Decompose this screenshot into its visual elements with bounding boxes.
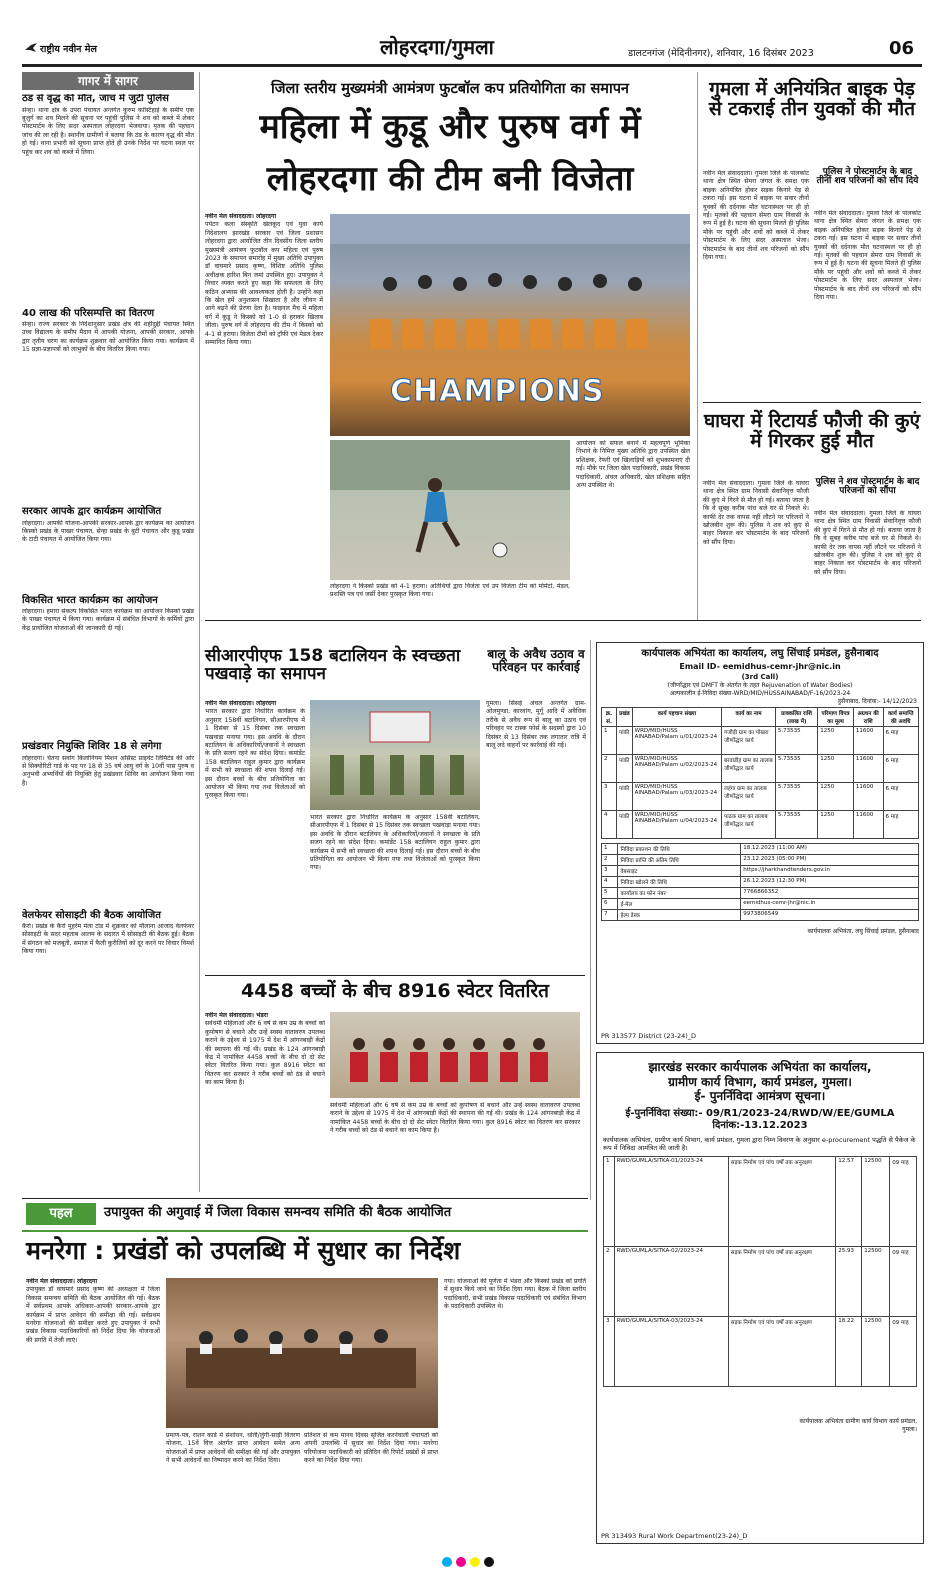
cell: निविदा खोलने की तिथि: [618, 876, 741, 887]
bottom-col-4: [444, 1278, 586, 1532]
lead-headline-line2: लोहरदगा की टीम बनी विजेता: [266, 159, 634, 199]
cell: 2: [604, 1246, 615, 1316]
column-divider: [590, 640, 591, 1200]
section-divider: [205, 620, 921, 621]
brief-body: लोहरदगा। चेतना सवांग किलोनियम मिशन असिस्ट प्राइवेट लिमिटेड की ओर से सिक्योरिटी गार्ड के पद पर 18 से 35 वर्ष आयु वर्ग के 10वीं पास पुरुष व अनुभवी अभ्यर्थियों की नियुक्ति हेतु प्रखंडवार शिविर का आयोजन किया गया है।: [22, 754, 194, 787]
cell: 9973806549: [741, 909, 919, 920]
champions-banner: CHAMPIONS: [390, 374, 605, 409]
left-banner: [22, 72, 194, 90]
table-header-row: [602, 707, 919, 726]
section-divider: [22, 1198, 588, 1199]
cell: 18.22: [836, 1316, 862, 1386]
cell: 09 माह: [890, 1316, 917, 1386]
cell: WRD/MID/HUSS AINABAD/Palam u/03/2023-24: [632, 782, 721, 810]
table-row: [602, 782, 919, 810]
cell: WRD/MID/HUSS AINABAD/Palam u/01/2023-24: [632, 726, 721, 754]
bottom-byline: नवीन मेल संवाददाता। लोहरदगा: [26, 1278, 98, 1285]
cell: पांकी: [617, 782, 633, 810]
tender-notice-1: [596, 642, 924, 1044]
cyan-dot-icon: [442, 1557, 452, 1567]
cell: 12500: [862, 1156, 890, 1246]
column-header: परिमाण विपत्र का मूल्य: [818, 707, 854, 726]
table-row: [602, 876, 919, 887]
champions-photo: [330, 214, 690, 436]
bird-icon: [24, 42, 38, 54]
brief-headline: प्रखंडवार नियुक्ति शिविर 18 से लगेगा: [22, 741, 162, 752]
cell: 12500: [862, 1316, 890, 1386]
left-banner-text: गागर में सागर: [78, 74, 138, 88]
cell: 3: [602, 865, 618, 876]
tender2-footer: PR 313493 Rural Work Department(23-24)_D: [601, 1532, 748, 1540]
bottom-col-3: [304, 1432, 438, 1532]
black-dot-icon: [484, 1557, 494, 1567]
pahal-tag-label: पहल: [49, 1206, 73, 1221]
sweater-body: [205, 1012, 325, 1190]
table-row: [602, 726, 919, 754]
sweater-body-text: सर्वधर्मी महिलाओं और 6 वर्ष से कम उम्र के बच्चों को कुपोषण से बचाने और उन्हें स्वस्थ वातावरण उपलब्ध कराने के उद्देश्य से 1975 में देश में आंगनबाड़ी केंद्रों की स्थापना की गई थी। प्रखंड के 124 आंगनबाड़ी केंद्र में नामांकित 4458 बच्चों के बीच दो दो सेट स्वेटर वितरित किया गया। कुल 8916 स्वेटर का वितरण कर सरकार ने गरीब बच्चों को ठंड से बचाने का काम किया है।: [205, 1020, 325, 1087]
cell: 25.93: [836, 1246, 862, 1316]
magenta-dot-icon: [456, 1557, 466, 1567]
story-divider: [703, 402, 921, 403]
cell: पाठक ग्राम का तालाब जीर्णोद्धार कार्य: [722, 810, 776, 838]
soldiers-icon: [310, 700, 480, 810]
brand-logo: [24, 40, 114, 56]
cell: 1: [604, 1156, 615, 1246]
crpf-headline: सीआरपीएफ 158 बटालियन के स्वच्छता पखवाड़े का समापन: [205, 646, 461, 684]
cell: 6 माह: [883, 754, 918, 782]
lead-column-1: [205, 213, 323, 605]
tender2-intro: कार्यपालक अभियंता, ग्रामीण कार्य विभाग, कार्य प्रमंडल, गुमला द्वारा निम्न विवरण के अनुसार e-procurement पद्धति से पैकेज के रूप में निविदा आमंत्रित की जाती है।: [603, 1135, 916, 1152]
cell: वेबसाइट: [618, 865, 741, 876]
crpf-body: [205, 700, 305, 968]
photo-caption-text: लोहरदगा ने किस्को प्रखंड को 4-1 हराया। अतिथियों द्वारा विजेता एवं उप विजेता टीम को मोमेंटो, मेडल, प्रशस्ति पत्र एवं जर्सी देकर पुरस्कृत किया गया।: [330, 583, 570, 599]
cell: 12500: [862, 1246, 890, 1316]
right-story1-sub: पुलिस ने पोस्टमार्टम के बाद तीनों शव परिजनों को सौंप दिये: [816, 167, 919, 187]
cell: eemidhus-cemr-jhr@nic.in: [741, 898, 919, 909]
cell: 09 माह: [890, 1156, 917, 1246]
cell: 1250: [818, 754, 854, 782]
column-header: अग्रधन की राशि: [853, 707, 883, 726]
cell: बरवाडीह ग्राम का तालाब जीर्णोद्धार कार्य: [722, 754, 776, 782]
cell: 5.73535: [775, 782, 817, 810]
cell: 5.73535: [775, 754, 817, 782]
column-header: प्राक्कलित राशि (लाख में): [775, 707, 817, 726]
bottom-body: उपायुक्त डॉ वाघमारे प्रसाद कृष्ण की अध्यक्षता में जिला विकास समन्वय समिति की बैठक आयोजित की गई। बैठक में सर्वप्रथम आपके अधिकार-आपकी सरकार-आपके द्वार कार्यक्रम में प्राप्त आवेदन की समीक्षा की गई। सर्वप्रथम मनरेगा योजनाओं की समीक्षा करते हुए उपायुक्त ने सभी प्रखंड विकास पदाधिकारियों को निर्देश दिया कि योजनाओं की प्रगति में तेजी लाएं।: [26, 1286, 160, 1344]
tender1-schedule: [601, 843, 919, 921]
cell: निविदा प्राप्ति की अंतिम तिथि: [618, 854, 741, 865]
masthead-rule: [22, 64, 922, 67]
cell: ई-मेल: [618, 898, 741, 909]
sweater-body-2: [330, 1102, 580, 1190]
bottom-body: प्रतिशत से कम मानव दिवस सृजित करनेवाली पंचायतों को अपनी उपलब्धि में सुधार का निर्देश दिया गया। मनरेगा परियोजना पदाधिकारी को प्रतिदिन की रिपोर्ट प्रखंडों से प्राप्त करने का निर्देश दिया गया।: [304, 1432, 438, 1465]
cell: RWD/GUMLA/SITKA-03/2023-24: [614, 1316, 728, 1386]
player-icon: [330, 440, 570, 580]
brief-2: [22, 309, 194, 502]
bottom-col-2: [166, 1432, 300, 1532]
tender1-headline: कार्यपालक अभियंता का कार्यालय, लघु सिंचाई प्रमंडल, हुसैनाबाद: [641, 648, 879, 659]
bottom-body: प्रमाण-पत्र, राशन कार्ड में संशोधन, धोती/लुंगी-साड़ी वितरण योजना, 15वें वित्त अंतर्गत प्राप्त आवेदन समेत अन्य योजनाओं में प्राप्त आवेदनों की समीक्षा की गई और उपायुक्त ने सभी आवेदनों का निष्पादन करने का निर्देश दिया।: [166, 1432, 300, 1465]
cell: हेल्प डेस्क: [618, 909, 741, 920]
tender1-email: Email ID- eemidhus-cemr-jhr@nic.in: [679, 661, 841, 671]
lead-headline-line1: महिला में कुडू और पुरुष वर्ग में: [259, 107, 641, 147]
lead-body: पर्यटन कला संस्कृति खेलकूद एवं युवा कार्य निदेशालय झारखंड सरकार एवं जिला प्रशासन लोहरदगा द्वारा आयोजित तीन दिवसीय जिला स्तरीय मुख्यमंत्री आमंत्रण फुटबॉल कप महिला एवं पुरुष 2023 के समापन समारोह में मुख्य अतिथि उपायुक्त डॉ वाघमारे प्रसाद कृष्ण, विशिष्ट अतिथि पुलिस अधीक्षक हारिश बिन जमां उपस्थित हुए। उपायुक्त ने विचार व्यक्त करते हुए कहा कि सफलता के लिए कठिन अभ्यास की आवश्यकता होती है। उन्होंने कहा कि खेल हमें अनुशासन सिखाता है और जीवन में आगे बढ़ने की प्रेरणा देता है। फाइनल मैच में महिला वर्ग में कुडू ने किस्को को 1-0 से हराकर खिताब जीता। पुरुष वर्ग में लोहरदगा की टीम ने किस्को को 4-1 से हराया। विजेता टीमों को ट्रॉफी एवं मेडल देकर सम्मानित किया गया।: [205, 221, 323, 347]
table-row: [604, 1156, 917, 1246]
sweater-body-text: सर्वधर्मी महिलाओं और 6 वर्ष से कम उम्र के बच्चों को कुपोषण से बचाने और उन्हें स्वस्थ वातावरण उपलब्ध कराने के उद्देश्य से 1975 में देश में आंगनबाड़ी केंद्रों की स्थापना की गई थी। प्रखंड के 124 आंगनबाड़ी केंद्र में नामांकित 4458 बच्चों के बीच दो दो सेट स्वेटर वितरित किया गया। कुल 8916 स्वेटर का वितरण कर सरकार ने गरीब बच्चों को ठंड से बचाने का काम किया है।: [330, 1102, 580, 1135]
cell: 4: [602, 810, 617, 838]
bottom-col-1: [26, 1278, 160, 1532]
cell: सड़क निर्माण एवं पांच वर्षों तक अनुरक्षण: [728, 1156, 836, 1246]
cell: RWD/GUMLA/SITKA-01/2023-24: [614, 1156, 728, 1246]
brief-body: सेन्हा। थाना क्षेत्र के उपरा पंचायत अन्तर्गत कुरुम कांस्टिहाई के समीप एक बुजुर्ग का शव मिलने की सूचना पर पहुंची पुलिस ने शव को कब्जे में लेकर पोस्टमार्टम के लिए सदर अस्पताल लोहरदगा भेजवाया। मृतक की पहचान जांच की जा रही है। स्थानीय ग्रामीणों ने बताया कि ठंड के कारण वृद्ध की मौत हो गई। थाना प्रभारी को सूचना प्राप्त होते ही उनके निर्देश पर घटना स्थल पर पहुंच कर शव को कब्जे में लिया।: [22, 106, 194, 156]
cell: 11600: [853, 754, 883, 782]
table-row: [602, 854, 919, 865]
cell: 3: [604, 1316, 615, 1386]
story-divider: [205, 975, 585, 976]
cell: 18.12.2023 (11:00 AM): [741, 843, 919, 854]
cell: 6 माह: [883, 810, 918, 838]
cell: 4: [602, 876, 618, 887]
brief-headline: ठंड से वृद्ध की मौत, जांच में जुटी पुलिस: [22, 94, 169, 104]
table-row: [602, 865, 919, 876]
brief-body: लोहरदगा। हमारा संकल्प विकसित भारत कार्यक्रम का आयोजन किस्को प्रखंड के पाखर पंचायत में किया गया। कार्यक्रम में संबंधित विभागों के कर्मियों द्वारा केंद्र प्रायोजित योजनाओं की जानकारी दी गई।: [22, 608, 194, 632]
crpf-byline: नवीन मेल संवाददाता। लोहरदगा: [205, 700, 277, 707]
table-row: [602, 843, 919, 854]
cell: 7: [602, 909, 618, 920]
brief-body: सेन्हा। राज्य सरकार के निर्देशानुसार प्रखंड क्षेत्र की शहीदुद्दी पंचायत स्थित उच्च विद्यालय के समीप मैदान में आपकी योजना, आपकी सरकार, आपके द्वार तृतीय चरण का कार्यक्रम शुक्रवार को आयोजित किया गया। कार्यक्रम में 15 प्रज्ञा-प्रज्ञापत्रों को लाभुकों के बीच वितरित किया गया।: [22, 321, 194, 354]
cell: 12.57: [836, 1156, 862, 1246]
cell: पांकी: [617, 726, 633, 754]
column-header: कार्य का नाम: [722, 707, 776, 726]
brief-body: लोहरदगा। आपकी योजना-आपकी सरकार-आपके द्वार कार्यक्रम का आयोजन किस्को प्रखंड के पाखर पंचायत, सेन्हा प्रखंड के बुटी पंचायत और कुडू प्रखंड के टाटी पंचायत में आयोजित किया गया।: [22, 519, 194, 544]
tender1-table: [601, 707, 919, 839]
right-story2-body-2: [814, 510, 921, 610]
tender2-headline-3: ई- पुनर्निविदा आमंत्रण सूचना।: [694, 1089, 826, 1104]
section-title: लोहरदगा/गुमला: [380, 35, 494, 59]
brief-4: [22, 596, 194, 737]
football-photo: [330, 440, 570, 580]
cell: 11600: [853, 810, 883, 838]
table-row: [602, 909, 919, 920]
table-row: [604, 1316, 917, 1386]
lead-body-continued: आयोजन को सफल बनाने में महत्वपूर्ण भूमिका निभाने के निमित्त मुख्य अतिथि द्वारा उपस्थित खेल प्रशिक्षक, रेफरी एवं खिलाड़ियों को शुभकामनाएं दी गई। मौके पर जिला खेल पदाधिकारी, प्रखंड विकास पदाधिकारी, अंचल अधिकारी, खेल प्रशिक्षक सहित अन्य उपस्थित थे।: [576, 440, 690, 490]
brand-name: राष्ट्रीय नवीन मेल: [40, 44, 97, 55]
tender1-subtitle: (जीर्णोद्धार एवं DMFT के अंतर्गत के तहत Rejuvenation of Water Bodies): [667, 681, 853, 689]
print-registration-marks: [440, 1552, 496, 1571]
cell: 6 माह: [883, 726, 918, 754]
tender2-signature: कार्यपालक अभियंता ग्रामीण कार्य विभाग कार्य प्रमंडल, गुमला।: [799, 1417, 917, 1433]
tender2-date: दिनांक:-13.12.2023: [712, 1120, 808, 1132]
tender2-table: [603, 1156, 917, 1387]
table-row: [602, 887, 919, 898]
meeting-photo: [166, 1278, 438, 1428]
cell: 09 माह: [890, 1246, 917, 1316]
table-row: [602, 754, 919, 782]
kicker-underline: [22, 1230, 588, 1232]
right-story2-headline: घाघरा में रिटायर्ड फौजी की कुएं में गिरकर हुई मौत: [703, 410, 921, 452]
tender1-ref: अल्पकालीन ई-निविदा संख्या-WRD/MID/HUSSAINABAD/F-16/2023-24: [669, 689, 851, 697]
tender1-signature: कार्यपालक अभियंता, लघु सिंचाई प्रमंडल, हुसैनाबाद: [807, 927, 919, 935]
page-number: 06: [889, 38, 915, 59]
cell: 2: [602, 854, 618, 865]
tender2-headline-2: ग्रामीण कार्य विभाग, कार्य प्रमंडल, गुमला।: [668, 1074, 852, 1089]
table-row: [602, 898, 919, 909]
cell: कार्यालय का फोन नंबर: [618, 887, 741, 898]
cell: 1: [602, 726, 617, 754]
cell: 7766866352: [741, 887, 919, 898]
column-header: क्र. सं.: [602, 707, 617, 726]
yellow-dot-icon: [470, 1557, 480, 1567]
cell: 1250: [818, 810, 854, 838]
cell: 6 माह: [883, 782, 918, 810]
cell: WRD/MID/HUSS AINABAD/Palam u/04/2023-24: [632, 810, 721, 838]
cell: पांकी: [617, 810, 633, 838]
brief-headline: 40 लाख की परिसम्पत्ति का वितरण: [22, 307, 155, 319]
children-icon: [330, 1012, 580, 1098]
cell: RWD/GUMLA/SITKA-02/2023-24: [614, 1246, 728, 1316]
tender1-call: (3rd Call): [741, 672, 779, 681]
brief-5: [22, 742, 194, 905]
cell: 23.12.2023 (05:00 PM): [741, 854, 919, 865]
cell: सड़क निर्माण एवं पांच वर्षों तक अनुरक्षण: [728, 1316, 836, 1386]
cell: निविदा प्रकाशन की तिथि: [618, 843, 741, 854]
brief-headline: वेलफेयर सोसाइटी की बैठक आयोजित: [22, 909, 161, 921]
lead-kicker: जिला स्तरीय मुख्यमंत्री आमंत्रण फुटबॉल कप प्रतियोगिता का समापन: [271, 81, 629, 97]
crpf-body-text: भारत सरकार द्वारा निर्धारित कार्यक्रम के अनुसार 158वीं बटालियन, सीआरपीएफ में 1 दिसंबर से 15 दिसंबर तक स्वच्छता पखवाड़ा मनाया गया। इस अवधि के दौरान बटालियन के अधिकारियों/जवानों ने स्वच्छता के प्रति सजग रहने का संदेश दिया। कमांडेंट 158 बटालियन राहुल कुमार द्वारा कार्यक्रम में सभी को स्वच्छता की शपथ दिलाई गई। इस दौरान बच्चों के बीच प्रतियोगिता का आयोजन भी किया गया तथा विजेताओं को पुरस्कृत किया गया।: [310, 814, 480, 872]
tender1-footer: PR 313577 District (23-24)_D: [601, 1032, 697, 1040]
cell: सड़क निर्माण एवं पांच वर्षों तक अनुरक्षण: [728, 1246, 836, 1316]
right-story2-sub: पुलिस ने शव पोस्टमार्टम के बाद परिजनों को सौंपा: [815, 477, 920, 497]
brief-3: [22, 507, 194, 590]
right-story1-headline: गुमला में अनियंत्रित बाइक पेड़ से टकराई तीन युवकों की मौत: [708, 78, 916, 120]
brief-6: [22, 911, 194, 1184]
sweater-photo: [330, 1012, 580, 1098]
cell: WRD/MID/HUSS AINABAD/Palam u/02/2023-24: [632, 754, 721, 782]
tender-notice-2: [596, 1052, 924, 1544]
cell: 1250: [818, 726, 854, 754]
tender2-headline-1: झारखंड सरकार कार्यपालक अभियंता का कार्यालय,: [648, 1060, 872, 1074]
crpf-photo: [310, 700, 480, 810]
photo-caption: [330, 583, 570, 605]
sand-body: [486, 700, 586, 968]
left-column: [22, 94, 194, 1192]
brief-headline: विकसित भारत कार्यक्रम का आयोजन: [22, 594, 158, 606]
story-body: नवीन मेल संवाददाता। गुमला जिले के पालकोट थाना क्षेत्र स्थित सेमरा जंगल के समक्ष एक बाइक अनियंत्रित होकर सड़क किनारे पेड़ से टकरा गई। इस घटना में बाइक पर सवार तीनों युवकों की दर्दनाक मौत घटनास्थल पर ही हो गई। मृतकों की पहचान सेमरा ग्राम निवासी के रूप में हुई है। घटना की सूचना मिलते ही पुलिस मौके पर पहुंची और शवों को कब्जे में लेकर पोस्टमार्टम के लिए सदर अस्पताल भेजा। पोस्टमार्टम के बाद तीनों शव परिजनों को सौंप दिया गया।: [703, 170, 809, 262]
dateline: डालटनगंज (मेदिनीनगर), शनिवार, 16 दिसंबर 2023: [628, 48, 814, 59]
brief-headline: सरकार आपके द्वार कार्यक्रम आयोजित: [22, 506, 162, 517]
cell: 5.73535: [775, 726, 817, 754]
crpf-body-text: भारत सरकार द्वारा निर्धारित कार्यक्रम के अनुसार 158वीं बटालियन, सीआरपीएफ में 1 दिसंबर से 15 दिसंबर तक स्वच्छता पखवाड़ा मनाया गया। इस अवधि के दौरान बटालियन के अधिकारियों/जवानों ने स्वच्छता के प्रति सजग रहने का संदेश दिया। कमांडेंट 158 बटालियन राहुल कुमार द्वारा कार्यक्रम में सभी को स्वच्छता की शपथ दिलाई गई। इस दौरान बच्चों के बीच प्रतियोगिता का आयोजन भी किया गया तथा विजेताओं को पुरस्कृत किया गया।: [205, 708, 305, 800]
sweater-byline: नवीन मेल संवाददाता। भंडरा: [205, 1012, 268, 1019]
crpf-body-2: [310, 814, 480, 968]
cell: 5.73535: [775, 810, 817, 838]
cell: 5: [602, 887, 618, 898]
story-body: नवीन मेल संवाददाता। गुमला जिले के घाघरा थाना क्षेत्र स्थित ग्राम निवासी सेवानिवृत्त फौजी की कुएं में गिरने से मौत हो गई। बताया जाता है कि वे सुबह करीब पांच बजे घर से निकले थे। काफी देर तक वापस नहीं लौटने पर परिजनों ने खोजबीन शुरू की। पुलिस ने शव को कुएं से बाहर निकाल कर पोस्टमार्टम के बाद परिजनों को सौंप दिया।: [814, 510, 921, 576]
bottom-headline: मनरेगा : प्रखंडों को उपलब्धि में सुधार का निर्देश: [26, 1236, 461, 1265]
right-story1-body-2: [814, 210, 921, 392]
cell: पांकी: [617, 754, 633, 782]
bottom-body: गया। योजनाओं की पूर्णता में भंडरा और किस्को प्रखंड को प्रगति में सुधार किये जाने का निर्देश दिया गया। बैठक में जिला स्तरीय पदाधिकारी, सभी प्रखंड विकास पदाधिकारी एवं संबंधित विभाग के पदाधिकारी उपस्थित थे।: [444, 1278, 586, 1311]
tender1-date: हुसैनाबाद, दिनांक:- 14/12/2023: [837, 697, 917, 705]
cell: 2: [602, 754, 617, 782]
brief-1: [22, 94, 194, 303]
table-row: [602, 810, 919, 838]
cell: https://jharkhandtenders.gov.in: [741, 865, 919, 876]
cell: गजौड़ी ग्राम का पोखरा जीर्णोद्धार कार्य: [722, 726, 776, 754]
right-story1-body: [703, 170, 809, 392]
right-story2-body: [703, 480, 809, 610]
column-header: कार्य समाप्ति की अवधि: [883, 707, 918, 726]
meeting-table-icon: [166, 1278, 438, 1428]
cell: 1: [602, 843, 618, 854]
sand-headline: बालू के अवैध उठाव व परिवहन पर कार्रवाई: [487, 647, 585, 674]
pahal-tag: [26, 1203, 96, 1225]
bottom-kicker: उपायुक्त की अगुवाई में जिला विकास समन्वय समिति की बैठक आयोजित: [104, 1205, 452, 1220]
brief-body: कैरो। प्रखंड के कैरो मुहर्रम मेला टांड में शुक्रवार को मौलाना आजाद वेलफेयर सोसाइटी के सदर महताब आलम के सदारत में सोसाइटी की बैठक हुई। बैठक में संगठन को मजबूती, समाज में फैली कुरीतियों को दूर करने पर विचार विमर्श किया गया।: [22, 923, 194, 956]
lead-column-2: [576, 440, 690, 605]
cell: 11600: [853, 782, 883, 810]
cell: 1250: [818, 782, 854, 810]
column-header: कार्य पहचान संख्या: [632, 707, 721, 726]
column-header: प्रखंड: [617, 707, 633, 726]
cell: 6: [602, 898, 618, 909]
story-body: नवीन मेल संवाददाता। गुमला जिले के घाघरा थाना क्षेत्र स्थित ग्राम निवासी सेवानिवृत्त फौजी की कुएं में गिरने से मौत हो गई। बताया जाता है कि वे सुबह करीब पांच बजे घर से निकले थे। काफी देर तक वापस नहीं लौटने पर परिजनों ने खोजबीन शुरू की। पुलिस ने शव को कुएं से बाहर निकाल कर पोस्टमार्टम के बाद परिजनों को सौंप दिया।: [703, 480, 809, 546]
cell: 26.12.2023 (12:30 PM): [741, 876, 919, 887]
cell: 3: [602, 782, 617, 810]
cell: 11600: [853, 726, 883, 754]
sweater-headline: 4458 बच्चों के बीच 8916 स्वेटर वितरित: [240, 980, 549, 1002]
lead-byline: नवीन मेल संवाददाता। लोहरदगा: [205, 213, 277, 220]
column-divider: [199, 72, 200, 1192]
tender2-ref: ई-पुनर्निविदा संख्या:- 09/R1/2023-24/RWD/W/EE/GUMLA: [625, 1107, 895, 1119]
table-row: [604, 1246, 917, 1316]
sand-body-text: गुमला। सिसई अंचल अन्तर्गत ग्राम-ओलमुण्डा, कारवांग, मुर्गू आदि में अवैधिक तरीके से अवैध रूप से बालू का उठाव एवं परिवहन पर टास्क फोर्स के सदस्यों द्वारा 10 दिसंबर से 13 दिसंबर तक लगातार रात्रि में बालू लदे वाहनों पर कार्रवाई की गई।: [486, 700, 586, 750]
column-divider: [697, 72, 698, 620]
cell: लहंगा ग्राम का तालाब जीर्णोद्धार कार्य: [722, 782, 776, 810]
story-body: नवीन मेल संवाददाता। गुमला जिले के पालकोट थाना क्षेत्र स्थित सेमरा जंगल के समक्ष एक बाइक अनियंत्रित होकर सड़क किनारे पेड़ से टकरा गई। इस घटना में बाइक पर सवार तीनों युवकों की दर्दनाक मौत घटनास्थल पर ही हो गई। मृतकों की पहचान सेमरा ग्राम निवासी के रूप में हुई है। घटना की सूचना मिलते ही पुलिस मौके पर पहुंची और शवों को कब्जे में लेकर पोस्टमार्टम के लिए सदर अस्पताल भेजा। पोस्टमार्टम के बाद तीनों शव परिजनों को सौंप दिया गया।: [814, 210, 921, 302]
